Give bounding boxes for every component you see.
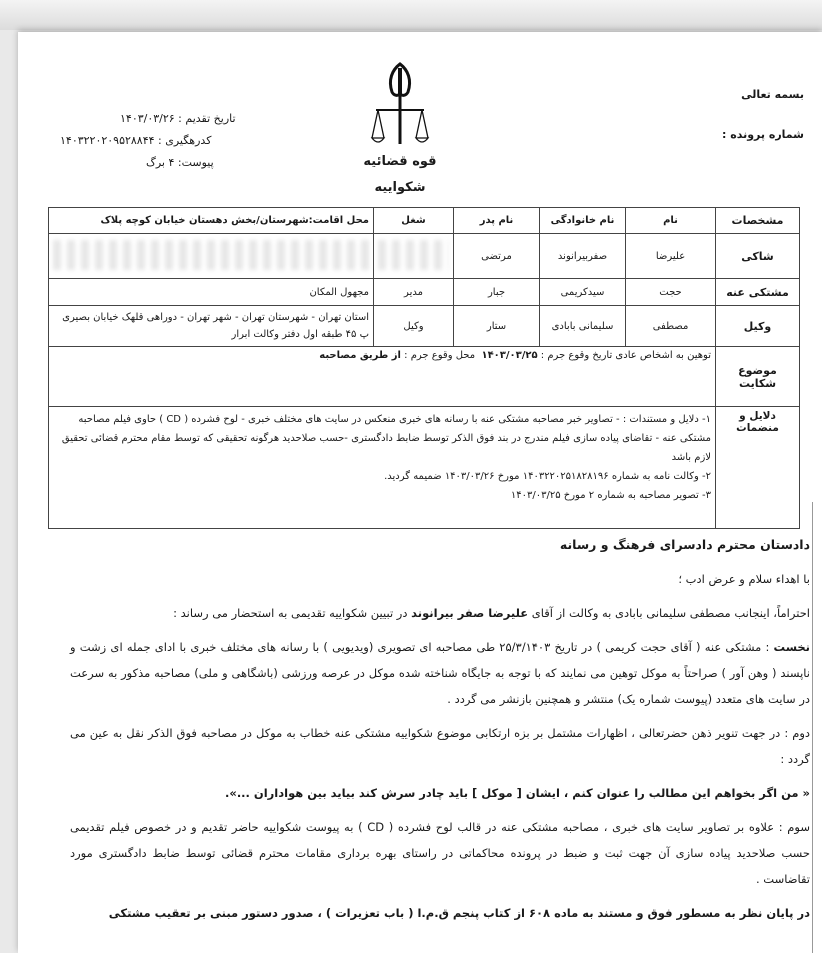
- header-cell: نام: [626, 208, 716, 234]
- addressee: دادستان محترم دادسرای فرهنگ و رسانه: [559, 537, 810, 552]
- address-cell-redacted: [49, 234, 374, 279]
- name-cell: مصطفی: [626, 306, 716, 347]
- evidence-row: [49, 407, 800, 529]
- father-cell: جبار: [454, 279, 540, 306]
- first-text: : مشتکی عنه ( آقای حجت کریمی ) در تاریخ ۲۵/۳/۱۴۰۳ طی مصاحبه ای تصویری (ویدیویی ) با رسانه های مختلف خبری با ادای جمله ای زشت و ناپسند ( وهن آور ) صراحتاً به موکل توهین می نمایند که با توجه به جایگاه شناخته شده موکل در عرصه ورزشی (باشگاهی و ملی) مصاحبه مذکور به سرعت در سایت های متعدد (پیوست شماره یک) منتشر و همچنین بازنشر می گردد .: [70, 640, 810, 706]
- submit-date: تاریخ تقدیم : ۱۴۰۳/۰۳/۲۶: [120, 112, 236, 125]
- second-paragraph: دوم : در جهت تنویر ذهن حضرتعالی ، اظهارات مشتمل بر بزه ارتکابی موضوع شکواییه مشتکی عنه خطاب به موکل در مصاحبه فوق الذکر نقل به عین می گردد :: [70, 726, 810, 766]
- evidence-label: دلایل و منضمات: [716, 407, 800, 529]
- row-label: وکیل: [716, 306, 800, 347]
- parties-table: [48, 207, 800, 529]
- table-header-row: [49, 208, 800, 234]
- header-cell: شغل: [374, 208, 454, 234]
- family-cell: سلیمانی بابادی: [540, 306, 626, 347]
- family-cell: سیدکریمی: [540, 279, 626, 306]
- final-paragraph: در پایان نظر به مسطور فوق و مستند به ماده ۶۰۸ از کتاب پنجم ق.م.ا ( باب تعزیرات ) ، صدور دستور مبنی بر تعقیب مشتکی: [108, 906, 810, 920]
- viewer-top-bar: [0, 0, 822, 30]
- basmala: بسمه تعالی: [741, 88, 804, 101]
- first-paragraph: [70, 634, 810, 712]
- document-type-title: شکواییه: [374, 180, 426, 195]
- intro-paragraph: [70, 600, 810, 626]
- header-cell: محل اقامت:شهرستان/بخش دهستان خیابان کوچه پلاک: [49, 208, 374, 234]
- complaint-body: [70, 532, 810, 934]
- job-cell: وکیل: [374, 306, 454, 347]
- address-cell: استان تهران - شهرستان تهران - شهر تهران - دوراهی قلهک خیابان بصیری پ ۴۵ طبقه اول دفتر وکالت ابرار: [49, 306, 374, 347]
- table-row: [49, 279, 800, 306]
- header-cell: نام خانوادگی: [540, 208, 626, 234]
- attachment-count: پیوست: ۴ برگ: [146, 156, 214, 169]
- greeting: با اهداء سلام و عرض ادب ؛: [678, 572, 810, 586]
- redaction: [53, 240, 369, 270]
- subject-cell: [49, 347, 716, 407]
- crime-place: از طریق مصاحبه: [319, 350, 401, 361]
- father-cell: ستار: [454, 306, 540, 347]
- subject-label: موضوع شکایت: [716, 347, 800, 407]
- header-cell: مشخصات: [716, 208, 800, 234]
- page-edge-line: [812, 502, 813, 953]
- complaint-document: [18, 32, 822, 953]
- file-number-label: شماره پرونده :: [722, 128, 804, 141]
- crime-place-label: محل وقوع جرم :: [404, 350, 476, 361]
- quoted-statement: « من اگر بخواهم این مطالب را عنوان کنم ، ایشان [ موکل ] باید چادر سرش کند بیاید بین هواداران ...».: [225, 786, 810, 800]
- table-row: [49, 306, 800, 347]
- evidence-item: ۲- وکالت نامه به شماره ۱۴۰۳۲۲۰۲۵۱۸۲۸۱۹۶ مورخ ۱۴۰۳/۰۳/۲۶ ضمیمه گردید.: [384, 471, 711, 482]
- family-cell: صفربیرانوند: [540, 234, 626, 279]
- first-label: نخست: [773, 640, 810, 654]
- judiciary-emblem-icon: [370, 60, 430, 152]
- header-cell: نام پدر: [454, 208, 540, 234]
- row-label: شاکی: [716, 234, 800, 279]
- address-cell: مجهول المکان: [49, 279, 374, 306]
- job-cell: مدیر: [374, 279, 454, 306]
- third-paragraph: سوم : علاوه بر تصاویر سایت های خبری ، مصاحبه مشتکی عنه در قالب لوح فشرده ( CD ) به پیوست شکواییه حاضر تقدیم و در خصوص فیلم تقدیمی حسب صلاحدید پیاده سازی آن جهت ثبت و ضبط در پرونده محاکماتی در راستای بهره برداری مقامات محترم قضائی توسط ضابط دادگستری مورد تقاضاست .: [70, 820, 810, 886]
- subject-row: [49, 347, 800, 407]
- father-cell: مرتضی: [454, 234, 540, 279]
- intro-text: احتراماً، اینجانب مصطفی سلیمانی بابادی به وکالت از آقای: [528, 606, 810, 620]
- subject-text: توهین به اشخاص عادی تاریخ وقوع جرم :: [540, 350, 711, 361]
- intro-text: در تبیین شکواییه تقدیمی به استحضار می رساند :: [173, 606, 412, 620]
- row-label: مشتکی عنه: [716, 279, 800, 306]
- table-row: [49, 234, 800, 279]
- evidence-item: ۱- دلایل و مستندات : - تصاویر خبر مصاحبه مشتکی عنه با رسانه های خبری منعکس در سایت های مختلف خبری - لوح فشرده ( CD ) حاوی فیلم مصاحبه مشتکی عنه - تقاضای پیاده سازی فیلم مندرج در بند فوق الذکر توسط ضابط دادگستری -حسب صلاحدید هرگونه تحقیقی که توسط مقام محترم قضائی تحقیق لازم باشد: [61, 414, 711, 463]
- tracking-code: کدرهگیری : ۱۴۰۳۲۲۰۲۰۹۵۲۸۸۴۴: [60, 134, 212, 147]
- client-name: علیرضا صفر بیرانوند: [411, 606, 529, 620]
- name-cell: علیرضا: [626, 234, 716, 279]
- job-cell-redacted: [374, 234, 454, 279]
- evidence-cell: [49, 407, 716, 529]
- crime-date: ۱۴۰۳/۰۳/۲۵: [481, 350, 538, 361]
- redaction: [378, 240, 449, 270]
- evidence-item: ۳- تصویر مصاحبه به شماره ۲ مورخ ۱۴۰۳/۰۳/۲۵: [510, 490, 711, 501]
- name-cell: حجت: [626, 279, 716, 306]
- judiciary-title: قوه قضائیه: [363, 154, 437, 169]
